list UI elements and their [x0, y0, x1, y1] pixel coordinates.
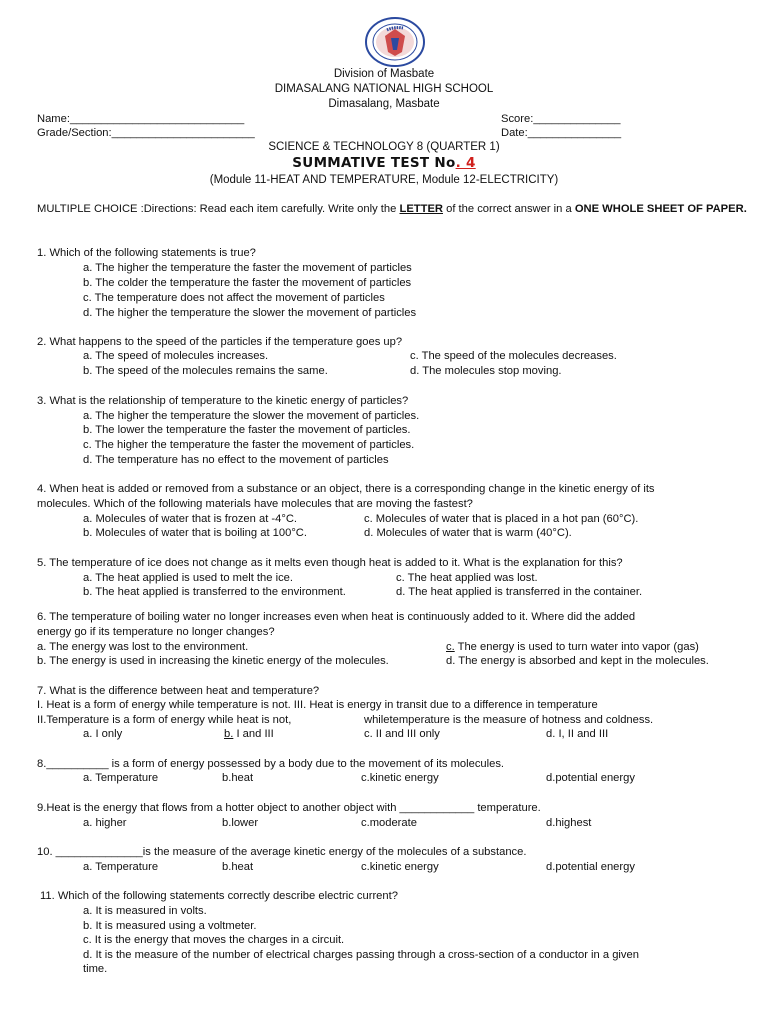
- q9-option-d: d.highest: [546, 817, 592, 829]
- q4-option-b: b. Molecules of water that is boiling at 100°C.: [83, 527, 307, 539]
- q7-statement-2b: whiletemperature is the measure of hotness and coldness.: [364, 714, 654, 726]
- q11-option-d-line2: time.: [83, 963, 108, 975]
- q7-option-a: a. I only: [83, 728, 123, 740]
- q5-option-b: b. The heat applied is transferred to the environment.: [83, 586, 346, 598]
- q6-option-c: [446, 641, 699, 653]
- q11-option-c: c. It is the energy that moves the charges in a circuit.: [83, 934, 345, 946]
- test-title-text: SUMMATIVE TEST No: [292, 155, 456, 171]
- q2-option-a: a. The speed of molecules increases.: [83, 350, 269, 362]
- q11-option-b: b. It is measured using a voltmeter.: [83, 920, 257, 932]
- q1-stem: 1. Which of the following statements is true?: [37, 247, 256, 259]
- q5-option-c: c. The heat applied was lost.: [396, 572, 538, 584]
- q7-option-b-text: I and III: [233, 728, 274, 740]
- directions-sheet: ONE WHOLE SHEET OF PAPER.: [574, 203, 747, 215]
- directions-text-2: of the correct answer in a: [443, 203, 575, 215]
- name-field: Name:____________________________: [37, 113, 245, 125]
- q1-option-a: a. The higher the temperature the faster the movement of particles: [83, 262, 412, 274]
- test-title: [0, 155, 768, 171]
- q9-option-c: c.moderate: [361, 817, 417, 829]
- q2-stem: 2. What happens to the speed of the particles if the temperature goes up?: [37, 336, 403, 348]
- q9-stem: 9.Heat is the energy that flows from a hotter object to another object with ____________ temperature.: [37, 802, 541, 814]
- q6-option-c-text: The energy is used to turn water into vapor (gas): [454, 641, 699, 653]
- q3-stem: 3. What is the relationship of temperature to the kinetic energy of particles?: [37, 395, 409, 407]
- school-name: DIMASALANG NATIONAL HIGH SCHOOL: [274, 83, 494, 95]
- q11-option-a: a. It is measured in volts.: [83, 905, 207, 917]
- q1-option-c: c. The temperature does not affect the movement of particles: [83, 292, 385, 304]
- q6-option-c-letter: c.: [446, 641, 455, 653]
- q11-option-d-line1: d. It is the measure of the number of electrical charges passing through a cross-section of a conductor in a given: [83, 949, 639, 961]
- q9-option-b: b.lower: [222, 817, 259, 829]
- q3-option-b: b. The lower the temperature the faster the movement of particles.: [83, 424, 411, 436]
- q2-option-c: c. The speed of the molecules decreases.: [410, 350, 617, 362]
- q7-stem: 7. What is the difference between heat and temperature?: [37, 685, 320, 697]
- q6-option-a: a. The energy was lost to the environment.: [37, 641, 249, 653]
- directions-text-1: MULTIPLE CHOICE :Directions: Read each item carefully. Write only the: [37, 203, 400, 215]
- q2-option-d: d. The molecules stop moving.: [410, 365, 562, 377]
- q10-option-b: b.heat: [222, 861, 254, 873]
- q7-option-b: [224, 728, 274, 740]
- date-field: Date:_______________: [501, 127, 622, 139]
- q5-option-d: d. The heat applied is transferred in the container.: [396, 586, 643, 598]
- q6-option-d: d. The energy is absorbed and kept in the molecules.: [446, 655, 709, 667]
- school-location: Dimasalang, Masbate: [328, 98, 440, 110]
- q3-option-a: a. The higher the temperature the slower the movement of particles.: [83, 410, 420, 422]
- q1-option-d: d. The higher the temperature the slower the movement of particles: [83, 307, 417, 319]
- q4-option-c: c. Molecules of water that is placed in a hot pan (60°C).: [364, 513, 639, 525]
- q11-stem: 11. Which of the following statements correctly describe electric current?: [40, 890, 398, 902]
- q8-option-c: c.kinetic energy: [361, 772, 439, 784]
- q2-option-b: b. The speed of the molecules remains the same.: [83, 365, 328, 377]
- grade-section-field: Grade/Section:_______________________: [37, 127, 255, 139]
- q3-option-d: d. The temperature has no effect to the movement of particles: [83, 454, 389, 466]
- q7-option-c: c. II and III only: [364, 728, 440, 740]
- q8-option-d: d.potential energy: [546, 772, 635, 784]
- directions-letter: LETTER: [399, 203, 443, 215]
- q7-option-b-letter: b.: [224, 728, 234, 740]
- q10-stem: 10. ______________is the measure of the average kinetic energy of the molecules of a substance.: [37, 846, 527, 858]
- q7-statement-1: I. Heat is a form of energy while temperature is not. III. Heat is energy in transit due to a difference in temperature: [37, 699, 598, 711]
- deped-seal-logo: [361, 16, 429, 68]
- q4-stem-line2: molecules. Which of the following materials have molecules that are moving the fastest?: [37, 498, 473, 510]
- modules-line: (Module 11-HEAT AND TEMPERATURE, Module 12-ELECTRICITY): [209, 174, 559, 186]
- q4-option-d: d. Molecules of water that is warm (40°C).: [364, 527, 572, 539]
- q8-option-b: b.heat: [222, 772, 254, 784]
- subject-line: SCIENCE & TECHNOLOGY 8 (QUARTER 1): [268, 141, 500, 153]
- q10-option-d: d.potential energy: [546, 861, 635, 873]
- score-field: Score:______________: [501, 113, 621, 125]
- q5-option-a: a. The heat applied is used to melt the ice.: [83, 572, 294, 584]
- q6-stem-line1: 6. The temperature of boiling water no longer increases even when heat is continuously added to it. Where did the added: [37, 611, 636, 623]
- division-line: Division of Masbate: [333, 68, 435, 80]
- q8-stem: 8.__________ is a form of energy possessed by a body due to the movement of its molecules.: [37, 758, 505, 770]
- q7-statement-2a: II.Temperature is a form of energy while heat is not,: [37, 714, 292, 726]
- q3-option-c: c. The higher the temperature the faster the movement of particles.: [83, 439, 415, 451]
- directions: [37, 202, 754, 217]
- q1-option-b: b. The colder the temperature the faster the movement of particles: [83, 277, 412, 289]
- q10-option-a: a. Temperature: [83, 861, 159, 873]
- test-number: . 4: [455, 155, 476, 171]
- q5-stem: 5. The temperature of ice does not change as it melts even though heat is added to it. What is the explanation for this?: [37, 557, 623, 569]
- q10-option-c: c.kinetic energy: [361, 861, 439, 873]
- q8-option-a: a. Temperature: [83, 772, 159, 784]
- q6-stem-line2: energy go if its temperature no longer changes?: [37, 626, 275, 638]
- q4-option-a: a. Molecules of water that is frozen at -4°C.: [83, 513, 298, 525]
- q6-option-b: b. The energy is used in increasing the kinetic energy of the molecules.: [37, 655, 389, 667]
- q4-stem-line1: 4. When heat is added or removed from a substance or an object, there is a corresponding change in the kinetic energy of its: [37, 483, 655, 495]
- q9-option-a: a. higher: [83, 817, 127, 829]
- q7-option-d: d. I, II and III: [546, 728, 609, 740]
